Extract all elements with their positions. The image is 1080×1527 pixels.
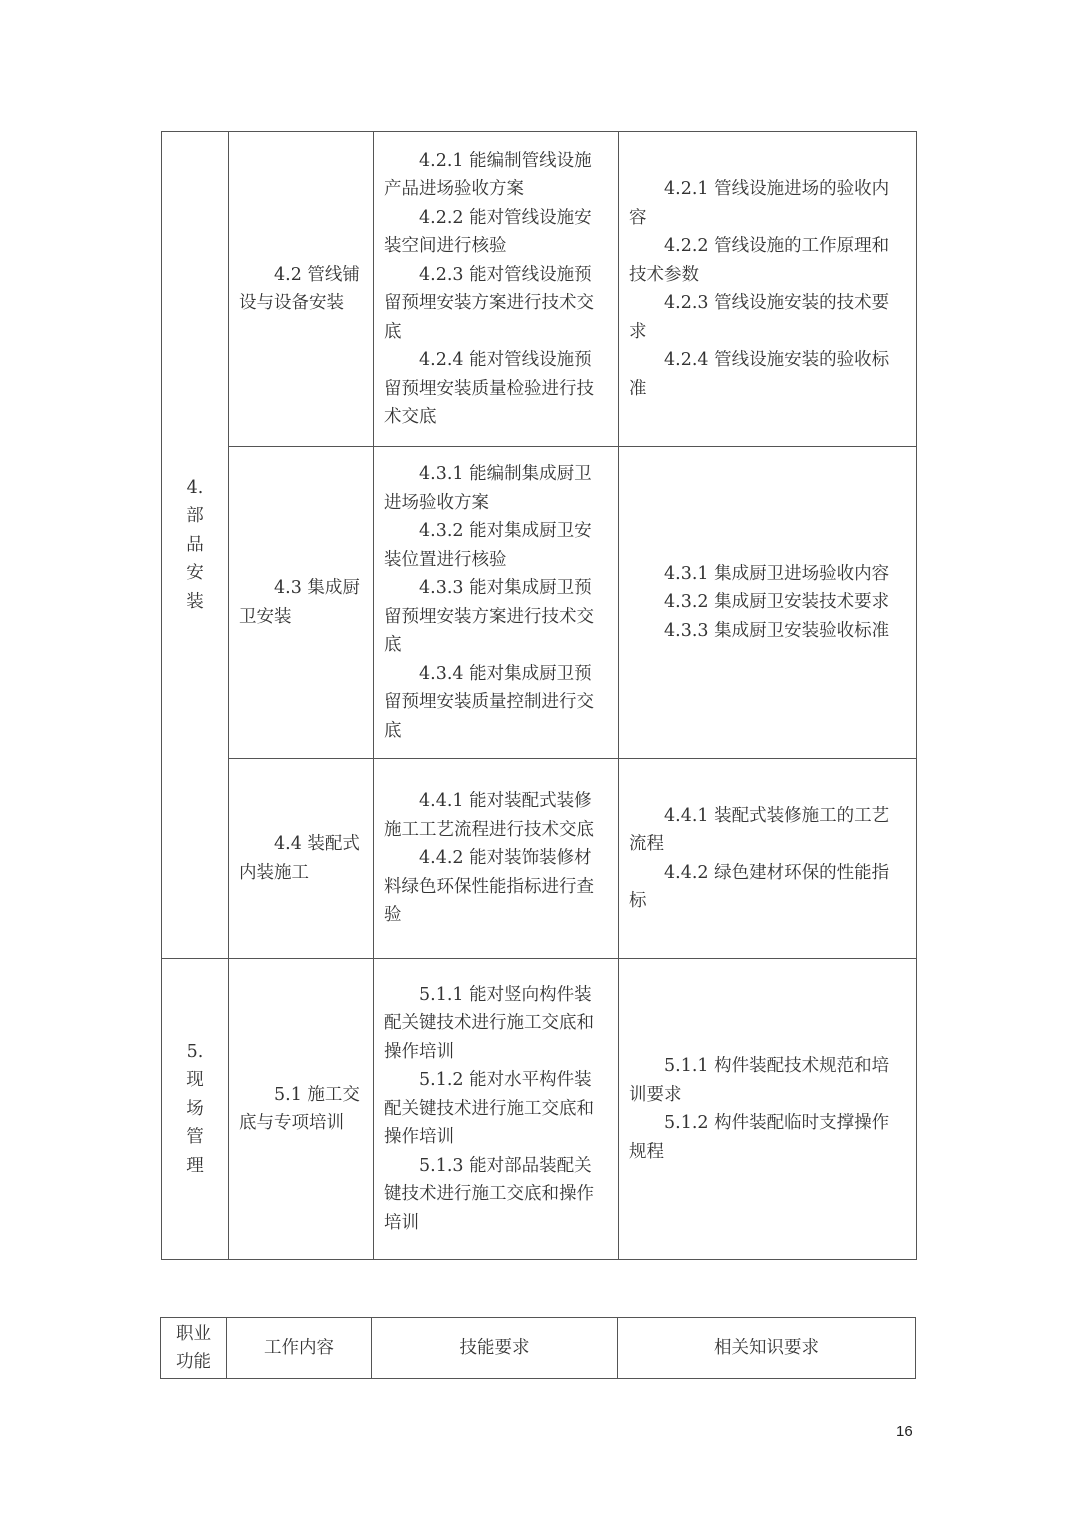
page-number: 16: [896, 1423, 913, 1440]
knowledge-requirements-cell: [619, 447, 917, 759]
list-item: 4.3.3 能对集成厨卫预留预埋安装方案进行技术交底: [384, 578, 594, 655]
list-item: 4.2.1 管线设施进场的验收内容: [629, 179, 890, 228]
work-content-cell: 4.3 集成厨卫安装: [229, 447, 374, 759]
list-item: 4.2.2 能对管线设施安装空间进行核验: [384, 207, 592, 256]
work-content-cell: 4.4 装配式内装施工: [229, 759, 374, 959]
header-knowledge: 相关知识要求: [618, 1318, 916, 1379]
function-cell: [162, 132, 229, 959]
list-item: 4.3.2 能对集成厨卫安装位置进行核验: [384, 521, 592, 570]
function-label: 5. 现 场 管 理: [186, 1041, 204, 1176]
list-item: 5.1.1 构件装配技术规范和培训要求: [629, 1056, 890, 1105]
table-header: [160, 1317, 916, 1379]
list-item: 4.3.1 能编制集成厨卫进场验收方案: [384, 464, 592, 513]
competency-table: [161, 131, 917, 1260]
table-row: [162, 447, 917, 759]
table-row: [162, 959, 917, 1260]
table-row: [162, 759, 917, 959]
list-item: 4.2.3 管线设施安装的技术要求: [629, 293, 890, 342]
header-row: [161, 1318, 916, 1379]
list-item: 4.4.2 绿色建材环保的性能指标: [629, 862, 890, 911]
work-content-cell: 5.1 施工交底与专项培训: [229, 959, 374, 1260]
list-item: 4.3.1 集成厨卫进场验收内容: [664, 563, 890, 584]
list-item: 5.1.2 能对水平构件装配关键技术进行施工交底和操作培训: [384, 1070, 594, 1148]
knowledge-requirements-cell: [619, 132, 917, 447]
list-item: 4.3.3 集成厨卫安装验收标准: [664, 620, 890, 641]
list-item: 4.4.1 装配式装修施工的工艺流程: [629, 805, 890, 854]
header-function: 职业功能: [161, 1318, 227, 1379]
function-label: 4. 部 品 安 装: [186, 477, 204, 612]
work-content-cell: 4.2 管线铺设与设备安装: [229, 132, 374, 447]
list-item: 4.2.3 能对管线设施预留预埋安装方案进行技术交底: [384, 264, 594, 342]
knowledge-requirements-cell: [619, 759, 917, 959]
list-item: 4.2.4 能对管线设施预留预埋安装质量检验进行技术交底: [384, 350, 594, 427]
list-item: 5.1.3 能对部品装配关键技术进行施工交底和操作培训: [384, 1155, 594, 1233]
skill-requirements-cell: [374, 132, 619, 447]
table-row: [162, 132, 917, 447]
list-item: 4.3.2 集成厨卫安装技术要求: [664, 592, 890, 613]
skill-requirements-cell: [374, 447, 619, 759]
list-item: 4.3.4 能对集成厨卫预留预埋安装质量控制进行交底: [384, 663, 594, 741]
list-item: 4.2.2 管线设施的工作原理和技术参数: [629, 236, 890, 285]
list-item: 5.1.2 构件装配临时支撑操作规程: [629, 1113, 890, 1162]
function-cell: [162, 959, 229, 1260]
header-skills: 技能要求: [372, 1318, 618, 1379]
header-work-content: 工作内容: [227, 1318, 372, 1379]
list-item: 4.2.1 能编制管线设施产品进场验收方案: [384, 150, 592, 199]
knowledge-requirements-cell: [619, 959, 917, 1260]
list-item: 4.4.1 能对装配式装修施工工艺流程进行技术交底: [384, 791, 594, 840]
skill-requirements-cell: [374, 759, 619, 959]
list-item: 4.4.2 能对装饰装修材料绿色环保性能指标进行查验: [384, 848, 594, 926]
list-item: 5.1.1 能对竖向构件装配关键技术进行施工交底和操作培训: [384, 984, 594, 1062]
skill-requirements-cell: [374, 959, 619, 1260]
list-item: 4.2.4 管线设施安装的验收标准: [629, 350, 890, 399]
